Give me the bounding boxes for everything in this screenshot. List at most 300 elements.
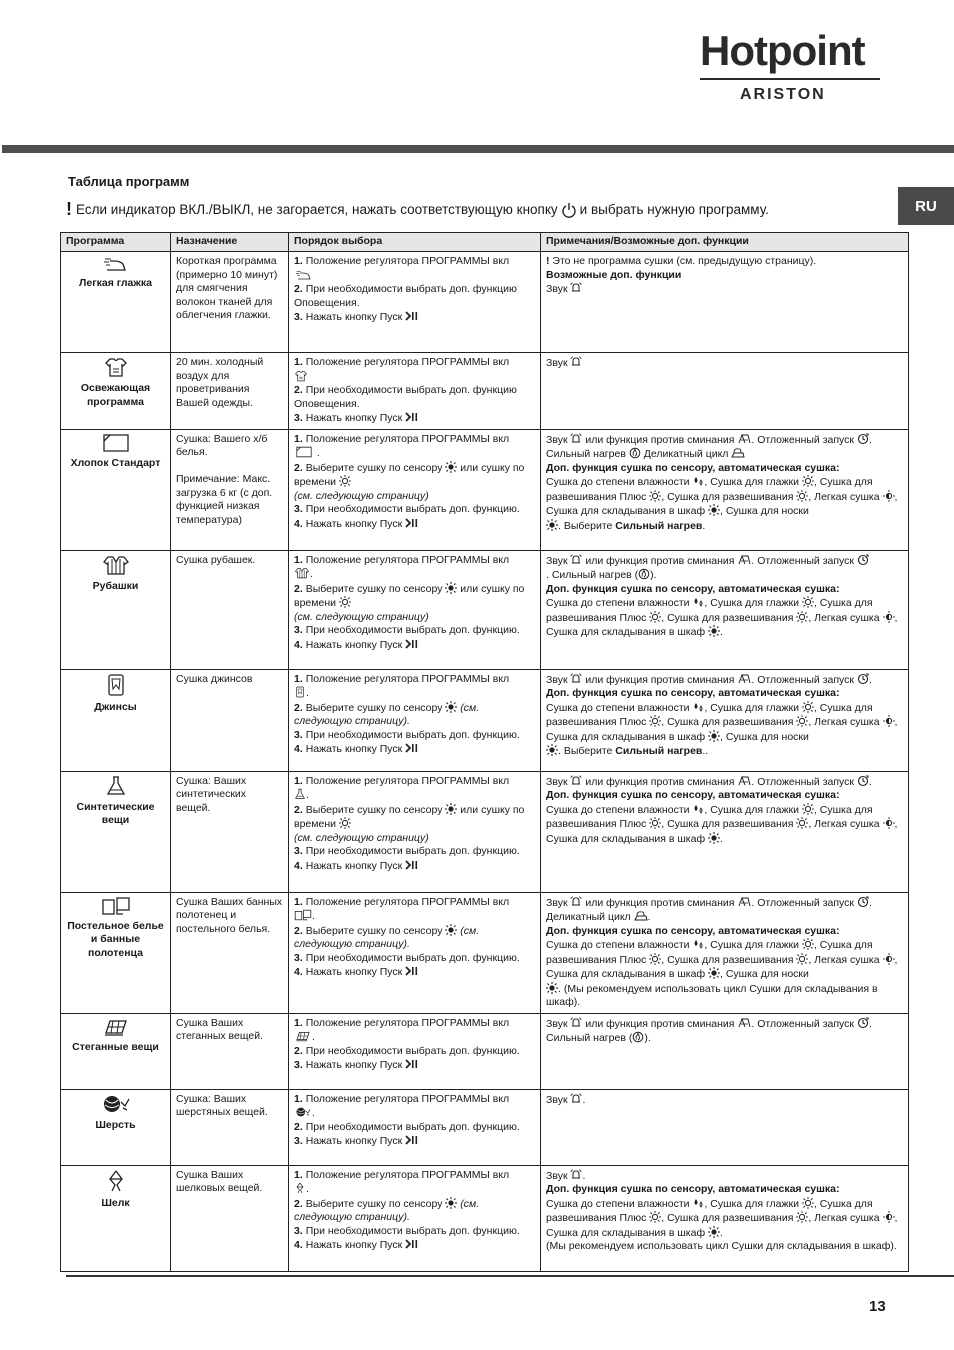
wool-icon <box>101 1093 131 1115</box>
silk-icon <box>105 1169 127 1193</box>
step-text: . <box>310 568 313 580</box>
notes-text: . Выберите <box>558 745 613 757</box>
shirts-icon <box>102 554 130 576</box>
notes-text: или функция против сминания <box>585 1017 735 1030</box>
bell-icon <box>570 775 582 787</box>
notes-text: , Сушка для развешивания Плюс <box>546 803 873 830</box>
bell-icon <box>570 1093 582 1105</box>
step-number: 2. <box>294 461 303 474</box>
purpose-cell: Сушка джинсов <box>171 669 289 771</box>
light-dry-icon <box>883 1211 895 1223</box>
notes-text: , Сушка для развешивания <box>661 1212 794 1224</box>
step-text: Нажать кнопку Пуск <box>305 966 403 978</box>
step-text: . <box>306 789 309 801</box>
start-pause-icon <box>405 1134 419 1146</box>
step-number: 2. <box>294 701 303 714</box>
purpose-cell: Сушка Ваших банных полотенец и постельного белья. <box>171 892 289 1013</box>
table-row <box>61 353 909 430</box>
step-number: 3. <box>294 624 303 636</box>
damp-dry-icon <box>692 701 704 713</box>
notes-text: . (Мы рекомендуем использовать цикл Сушки для складывания в шкаф). <box>546 982 878 1008</box>
step-text: При необходимости выбрать доп. функцию. <box>305 728 520 741</box>
delay-start-icon <box>857 673 869 685</box>
notes-text: , Легкая сушка <box>808 490 880 503</box>
notes-text: Это не программа сушки (см. предыдущую страницу). <box>552 255 817 267</box>
step-number: 1. <box>294 356 303 368</box>
step-number: 1. <box>294 672 303 685</box>
program-name: Шерсть <box>95 1118 136 1131</box>
program-name: Рубашки <box>92 579 139 592</box>
purpose-text: Сушка: Вашего х/б белья. <box>176 432 268 458</box>
step-text: Нажать кнопку Пуск <box>305 1135 403 1147</box>
notes-text: Сильный нагрев <box>546 1032 626 1044</box>
hanger-plus-icon <box>649 953 661 965</box>
notes-text: . <box>720 832 723 845</box>
synthetics-icon <box>294 788 306 800</box>
notes-heading: Доп. функция сушка по сенсору, автоматическая сушка: <box>546 924 840 937</box>
cupboard-dry-icon <box>708 1226 720 1238</box>
order-cell <box>289 252 541 353</box>
bell-icon <box>570 554 582 566</box>
anti-crease-icon <box>737 775 751 787</box>
step-text: Положение регулятора ПРОГРАММЫ вкл <box>305 553 510 566</box>
anti-crease-icon <box>737 673 751 685</box>
step-number: 3. <box>294 728 303 741</box>
sensor-dry-icon <box>445 924 457 936</box>
step-text: Нажать кнопку Пуск <box>305 517 403 530</box>
jeans-icon <box>106 673 126 697</box>
purpose-cell: Сушка Ваших шелковых вещей. <box>171 1165 289 1271</box>
step-number: 1. <box>294 432 303 445</box>
program-cell <box>61 1013 171 1089</box>
step-number: 4. <box>294 1239 303 1251</box>
step-text: Нажать кнопку Пуск <box>305 412 403 424</box>
logo-rule <box>700 78 880 80</box>
notes-text: Сильный нагрев <box>546 448 626 460</box>
program-cell <box>61 771 171 892</box>
step-number: 4. <box>294 743 303 755</box>
iron-dry-icon <box>802 1197 814 1209</box>
bedding-towels-icon <box>294 909 312 921</box>
delay-start-icon <box>857 896 869 908</box>
header-program: Программа <box>61 233 171 252</box>
step-text: Выберите сушку по сенсору <box>305 582 443 595</box>
notes-cell: Звук или функция против сминания . Отложенный запуск . Сильный нагрев ( ). Доп. функция сушка по сенсору, автоматическая сушка: Сушка до степени влажности , Сушка для глажки , Сушка для развешивания Плюс , Сушка для развешивания , Легкая сушка , Сушка для складывания в шкаф . <box>541 550 909 669</box>
step-text: При необходимости выбрать доп. функцию. <box>305 1120 520 1133</box>
header-notes: Примечания/Возможные доп. функции <box>541 233 909 252</box>
notes-text: , Сушка для носки <box>720 730 809 743</box>
step-text: Выберите сушку по сенсору <box>305 803 443 816</box>
step-number: 1. <box>294 1092 303 1105</box>
notes-text: Звук <box>546 896 568 909</box>
notes-text: Звук <box>546 1017 568 1030</box>
program-name: Постельное белье и банные полотенца <box>67 919 164 959</box>
program-name: Освежающая программа <box>80 382 151 408</box>
order-cell <box>289 1165 541 1271</box>
order-cell <box>289 669 541 771</box>
step-text: . <box>312 1107 315 1119</box>
light-dry-icon <box>883 611 895 623</box>
step-text: . <box>312 910 315 922</box>
notes-cell <box>541 1165 909 1271</box>
notes-text: Сушка до степени влажности <box>546 1197 690 1210</box>
program-table <box>60 232 909 1272</box>
notes-text: , Легкая сушка <box>808 1212 880 1224</box>
purpose-cell: Сушка рубашек. <box>171 550 289 669</box>
cupboard-dry-icon <box>708 730 720 742</box>
start-pause-icon <box>405 411 419 423</box>
notes-text: Звук <box>546 283 568 295</box>
purpose-cell: 20 мин. холодный воздух для проветривания Вашей одежды. <box>171 353 289 430</box>
step-number: 2. <box>294 384 303 396</box>
step-text: (см. следующую страницу). <box>294 924 480 950</box>
shirt-icon <box>294 370 308 382</box>
notes-text: , Сушка для развешивания <box>661 490 794 503</box>
anti-crease-icon <box>737 554 751 566</box>
notes-text: , Сушка для развешивания <box>661 818 794 830</box>
step-text: . <box>306 687 309 699</box>
step-text: Выберите сушку по сенсору <box>305 461 443 474</box>
program-name: Легкая глажка <box>79 277 152 289</box>
purpose-cell: Сушка: Ваших синтетических вещей. <box>171 771 289 892</box>
page-number: 13 <box>869 1298 886 1315</box>
program-cell <box>61 669 171 771</box>
program-cell <box>61 1165 171 1271</box>
start-pause-icon <box>405 1058 419 1070</box>
step-text: При необходимости выбрать доп. функцию. <box>305 624 520 636</box>
hanger-icon <box>796 817 808 829</box>
step-text: При необходимости выбрать доп. функцию. <box>305 1044 520 1057</box>
notes-heading: Доп. функция сушка по сенсору, автоматическая сушка: <box>546 461 840 474</box>
synthetics-icon <box>105 775 127 797</box>
sensor-dry-icon <box>445 582 457 594</box>
step-text: Положение регулятора ПРОГРАММЫ вкл <box>305 1016 510 1029</box>
step-text: Нажать кнопку Пуск <box>305 638 403 651</box>
hanger-icon <box>796 490 808 502</box>
notes-text: , Сушка для глажки <box>704 476 799 488</box>
notes-text: , Сушка для глажки <box>704 1197 799 1210</box>
damp-dry-icon <box>692 938 704 950</box>
anti-crease-icon <box>737 433 751 445</box>
notes-text: , Легкая сушка <box>808 611 880 624</box>
notes-cell <box>541 771 909 892</box>
step-text: Нажать кнопку Пуск <box>305 743 403 755</box>
notes-text: , Сушка для развешивания Плюс <box>546 939 873 966</box>
start-pause-icon <box>405 1238 419 1250</box>
notes-text: Сушка до степени влажности <box>546 701 690 714</box>
bell-icon <box>570 433 582 445</box>
step-number: 2. <box>294 582 303 595</box>
hanger-icon <box>796 953 808 965</box>
delicate-icon <box>731 447 745 459</box>
notes-text: Звук <box>546 554 568 567</box>
light-dry-icon <box>883 490 895 502</box>
step-text: . <box>316 447 320 459</box>
step-number: 2. <box>294 924 303 937</box>
program-name: Шелк <box>101 1196 130 1209</box>
bell-icon <box>570 1169 582 1181</box>
notes-text: . <box>868 896 872 909</box>
iron-dry-icon <box>802 938 814 950</box>
step-number: 3. <box>294 412 303 424</box>
hanger-icon <box>796 715 808 727</box>
cupboard-dry-icon <box>708 832 720 844</box>
iron-icon <box>294 269 314 281</box>
step-text: Положение регулятора ПРОГРАММЫ вкл <box>305 255 510 267</box>
notes-text: Звук <box>546 1169 568 1182</box>
notes-text: . <box>868 673 872 686</box>
iron-dry-icon <box>802 596 814 608</box>
iron-dry-icon <box>802 475 814 487</box>
hanger-plus-icon <box>649 715 661 727</box>
notes-text: . Отложенный запуск <box>751 896 855 909</box>
hanger-plus-icon <box>649 817 661 829</box>
step-text: Нажать кнопку Пуск <box>305 859 403 872</box>
notes-text: , Сушка для глажки <box>704 597 799 609</box>
sensor-dry-icon <box>445 1197 457 1209</box>
start-pause-icon <box>405 859 419 871</box>
step-number: 4. <box>294 517 303 530</box>
purpose-cell: Короткая программа (примерно 10 минут) для смягчения волокон тканей для облегчения глажки. <box>171 252 289 353</box>
notes-heading: Доп. функция сушка по сенсору, автоматическая сушка: <box>546 582 840 595</box>
step-text: (см. следующую страницу). <box>294 1197 480 1223</box>
step-text: Положение регулятора ПРОГРАММЫ вкл <box>305 1168 510 1181</box>
notes-text: . <box>702 519 706 532</box>
step-text: При необходимости выбрать доп. функцию Оповещения. <box>294 384 517 410</box>
table-row <box>61 669 909 771</box>
step-number: 3. <box>294 1224 303 1237</box>
delay-start-icon <box>857 433 869 445</box>
high-heat-icon <box>629 447 641 459</box>
cupboard-dry-icon <box>708 625 720 637</box>
notes-text: . Отложенный запуск <box>751 1017 855 1030</box>
notes-text: . Отложенный запуск <box>751 673 855 686</box>
notes-cell <box>541 353 909 430</box>
notes-text: .. <box>702 745 709 757</box>
bell-icon <box>570 1017 582 1029</box>
hanger-icon <box>796 1211 808 1223</box>
notes-text: Сильный нагрев <box>615 745 703 757</box>
bedding-towels-icon <box>101 896 131 916</box>
order-cell <box>289 353 541 430</box>
hanger-plus-icon <box>649 490 661 502</box>
notes-text: или функция против сминания <box>585 433 735 446</box>
header-order: Порядок выбора <box>289 233 541 252</box>
order-cell <box>289 550 541 669</box>
notes-text: . <box>868 775 872 788</box>
step-number: 3. <box>294 951 303 964</box>
notes-text: или функция против сминания <box>585 896 735 909</box>
step-number: 2. <box>294 283 303 295</box>
step-number: 4. <box>294 638 303 651</box>
notes-cell <box>541 429 909 550</box>
notes-cell <box>541 252 909 353</box>
start-pause-icon <box>405 742 419 754</box>
anti-crease-icon <box>737 896 751 908</box>
wear-dry-icon <box>546 982 558 994</box>
notes-text: , Сушка для развешивания Плюс <box>546 701 873 728</box>
high-heat-icon <box>638 568 650 580</box>
notes-text: Звук <box>546 433 568 446</box>
order-cell <box>289 892 541 1013</box>
start-pause-icon <box>405 517 419 529</box>
notes-text: ). <box>650 569 657 581</box>
purpose-note: Примечание: Макс. загрузка 6 кг (с доп. функцией низкая температура) <box>176 473 273 526</box>
notes-text: , Сушка для складывания в шкаф <box>546 953 898 980</box>
notes-cell: Звук или функция против сминания . Отложенный запуск . Сильный нагрев ( ). <box>541 1013 909 1089</box>
table-row <box>61 1013 909 1089</box>
notes-heading: Доп. функция сушка по сенсору, автоматическая сушка: <box>546 789 840 801</box>
notes-text: . <box>647 1032 651 1044</box>
program-cell <box>61 353 171 430</box>
warning-mark: ! <box>66 199 72 219</box>
shirts-icon <box>294 567 310 579</box>
cotton-icon <box>101 433 131 453</box>
table-row <box>61 1089 909 1165</box>
purpose-cell: Сушка Ваших стеганных вещей. <box>171 1013 289 1089</box>
notes-text: Сильный нагрев <box>615 519 703 532</box>
bell-icon <box>570 356 582 368</box>
notes-text: (Мы рекомендуем использовать цикл Сушки для складывания в шкаф). <box>546 1240 897 1252</box>
notes-cell <box>541 1089 909 1165</box>
step-number: 1. <box>294 1168 303 1181</box>
step-number: 2. <box>294 1044 303 1057</box>
step-text: или сушку по времени <box>294 582 525 609</box>
step-number: 3. <box>294 311 303 323</box>
notes-text: или функция против сминания <box>585 554 735 567</box>
step-number: 3. <box>294 503 303 515</box>
shirt-icon <box>104 356 128 378</box>
hanger-plus-icon <box>649 1211 661 1223</box>
step-text: Положение регулятора ПРОГРАММЫ вкл <box>305 1092 510 1105</box>
notes-text: , Сушка для развешивания Плюс <box>546 476 873 503</box>
notes-text: , Сушка для складывания в шкаф <box>546 818 898 845</box>
step-text: Выберите сушку по сенсору <box>305 701 443 714</box>
step-text: (см. следующую страницу). <box>294 701 480 727</box>
notes-text: Звук <box>546 775 568 788</box>
notes-text: , Сушка для развешивания Плюс <box>546 1197 873 1224</box>
step-text: Положение регулятора ПРОГРАММЫ вкл <box>305 774 510 787</box>
program-name: Хлопок Стандарт <box>70 456 161 469</box>
notes-text: , Сушка для носки <box>720 968 809 980</box>
notes-text: или функция против сминания <box>585 673 735 686</box>
cupboard-dry-icon <box>708 967 720 979</box>
step-number: 1. <box>294 774 303 787</box>
step-number: 3. <box>294 1059 303 1071</box>
damp-dry-icon <box>692 475 704 487</box>
notes-text: . Сильный нагрев <box>546 569 632 581</box>
cotton-icon <box>294 446 314 458</box>
step-text: (см. следующую страницу) <box>294 610 429 623</box>
notes-heading: Доп. функция сушка по сенсору, автоматическая сушка: <box>546 687 840 699</box>
wear-dry-icon <box>546 744 558 756</box>
notes-heading: Доп. функция сушка по сенсору, автоматическая сушка: <box>546 1183 840 1195</box>
notes-mark: ! <box>546 255 550 267</box>
logo-sub-text: ARISTON <box>740 86 826 103</box>
start-pause-icon <box>405 638 419 650</box>
notes-text: Сушка до степени влажности <box>546 939 690 951</box>
step-number: 1. <box>294 1016 303 1029</box>
step-text: Нажать кнопку Пуск <box>305 1059 403 1071</box>
light-dry-icon <box>883 953 895 965</box>
notes-text: Сушка до степени влажности <box>546 476 690 488</box>
header-bar <box>2 145 954 153</box>
step-text: Выберите сушку по сенсору <box>305 1197 443 1210</box>
step-text: . <box>306 1183 309 1195</box>
notes-text: Звук <box>546 1093 568 1106</box>
step-text: . <box>312 1031 315 1043</box>
program-cell <box>61 429 171 550</box>
delay-start-icon <box>857 1017 869 1029</box>
table-row <box>61 252 909 353</box>
step-number: 3. <box>294 1135 303 1147</box>
header-purpose: Назначение <box>171 233 289 252</box>
order-cell <box>289 1013 541 1089</box>
damp-dry-icon <box>692 596 704 608</box>
notes-text: , Сушка для складывания в шкаф <box>546 716 898 743</box>
hanger-plus-icon <box>649 611 661 623</box>
program-cell <box>61 252 171 353</box>
step-number: 2. <box>294 803 303 816</box>
notes-text: . <box>582 1093 586 1106</box>
notes-text: . Отложенный запуск <box>751 554 855 567</box>
light-dry-icon <box>883 817 895 829</box>
start-pause-icon <box>405 965 419 977</box>
table-row <box>61 550 909 669</box>
bell-icon <box>570 673 582 685</box>
notes-text: , Сушка для складывания в шкаф <box>546 1212 898 1239</box>
notes-text: , Сушка для складывания в шкаф <box>546 611 898 638</box>
step-number: 1. <box>294 255 303 267</box>
program-cell <box>61 892 171 1013</box>
damp-dry-icon <box>692 1197 704 1209</box>
notes-text: . Выберите <box>558 519 613 532</box>
notes-text: , Легкая сушка <box>808 818 880 830</box>
iron-dry-icon <box>802 701 814 713</box>
notes-text: , Сушка для развешивания <box>661 611 794 624</box>
cupboard-dry-icon <box>708 504 720 516</box>
sensor-dry-icon <box>445 701 457 713</box>
step-text: При необходимости выбрать доп. функцию. <box>305 845 520 857</box>
notes-text: , Сушка для развешивания <box>661 953 794 966</box>
notes-text: Деликатный цикл <box>643 448 729 460</box>
hanger-icon <box>796 611 808 623</box>
notes-text: , Сушка для складывания в шкаф <box>546 490 898 517</box>
table-row <box>61 1165 909 1271</box>
delicate-icon <box>634 910 648 922</box>
step-text: Положение регулятора ПРОГРАММЫ вкл <box>305 672 510 685</box>
step-text: или сушку по времени <box>294 803 525 830</box>
wear-dry-icon <box>546 519 558 531</box>
bell-icon <box>570 896 582 908</box>
table-header-row <box>61 233 909 252</box>
table-row <box>61 771 909 892</box>
iron-dry-icon <box>802 803 814 815</box>
bell-icon <box>570 282 582 294</box>
sensor-dry-icon <box>445 461 457 473</box>
sensor-dry-icon <box>445 803 457 815</box>
notes-text: , Сушка для носки <box>720 505 809 517</box>
brand-logo <box>700 28 890 104</box>
damp-dry-icon <box>692 803 704 815</box>
step-text: При необходимости выбрать доп. функцию. <box>305 503 520 515</box>
step-number: 4. <box>294 966 303 978</box>
step-number: 2. <box>294 1120 303 1133</box>
step-number: 1. <box>294 895 303 908</box>
language-tab: RU <box>898 187 954 225</box>
purpose-cell <box>171 429 289 550</box>
notes-text: . <box>868 433 872 446</box>
